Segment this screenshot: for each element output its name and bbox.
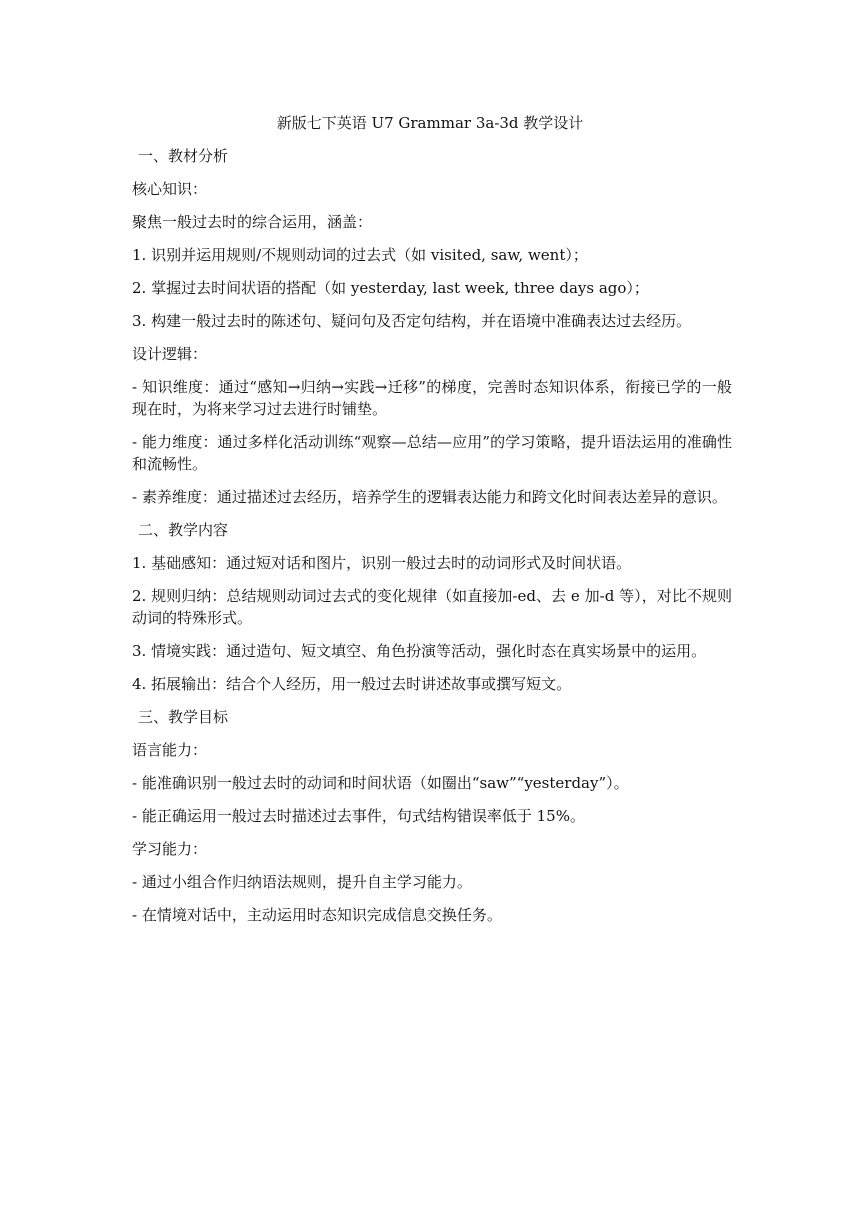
design-logic-item: - 能力维度：通过多样化活动训练“观察—总结—应用”的学习策略，提升语法运用的准确性和流畅性。 [132,433,732,473]
section-heading-textbook-analysis: 一、教材分析 [138,147,229,165]
teaching-content-item: 1. 基础感知：通过短对话和图片，识别一般过去时的动词形式及时间状语。 [132,554,632,572]
learning-ability-label: 学习能力： [132,840,208,858]
core-knowledge-item: 1. 识别并运用规则/不规则动词的过去式（如 visited, saw, went）； [132,246,588,264]
teaching-content-item: 3. 情境实践：通过造句、短文填空、角色扮演等活动，强化时态在真实场景中的运用。 [132,642,707,660]
document-body [132,145,732,937]
language-ability-item: - 能正确运用一般过去时描述过去事件，句式结构错误率低于 15%。 [132,807,585,825]
core-knowledge-intro: 聚焦一般过去时的综合运用，涵盖： [132,213,373,231]
core-knowledge-item: 2. 掌握过去时间状语的搭配（如 yesterday, last week, three days ago）； [132,279,649,297]
design-logic-item: - 素养维度：通过描述过去经历，培养学生的逻辑表达能力和跨文化时间表达差异的意识。 [132,488,727,506]
learning-ability-item: - 在情境对话中，主动运用时态知识完成信息交换任务。 [132,906,502,924]
document-title: 新版七下英语 U7 Grammar 3a-3d 教学设计 [276,114,584,132]
design-logic-label: 设计逻辑： [132,345,208,363]
core-knowledge-item: 3. 构建一般过去时的陈述句、疑问句及否定句结构，并在语境中准确表达过去经历。 [132,312,692,330]
section-heading-teaching-goals: 三、教学目标 [138,708,229,726]
learning-ability-item: - 通过小组合作归纳语法规则，提升自主学习能力。 [132,873,472,891]
section-heading-teaching-content: 二、教学内容 [138,521,229,539]
language-ability-item: - 能准确识别一般过去时的动词和时间状语（如圈出“saw”“yesterday”）。 [132,774,629,792]
teaching-content-item: 4. 拓展输出：结合个人经历，用一般过去时讲述故事或撰写短文。 [132,675,572,693]
design-logic-item: - 知识维度：通过“感知→归纳→实践→迁移”的梯度，完善时态知识体系，衔接已学的一般现在时，为将来学习过去进行时铺垫。 [132,378,732,418]
teaching-content-item: 2. 规则归纳：总结规则动词过去式的变化规律（如直接加-ed、去 e 加-d 等），对比不规则动词的特殊形式。 [132,587,732,627]
core-knowledge-label: 核心知识： [132,180,208,198]
language-ability-label: 语言能力： [132,741,208,759]
